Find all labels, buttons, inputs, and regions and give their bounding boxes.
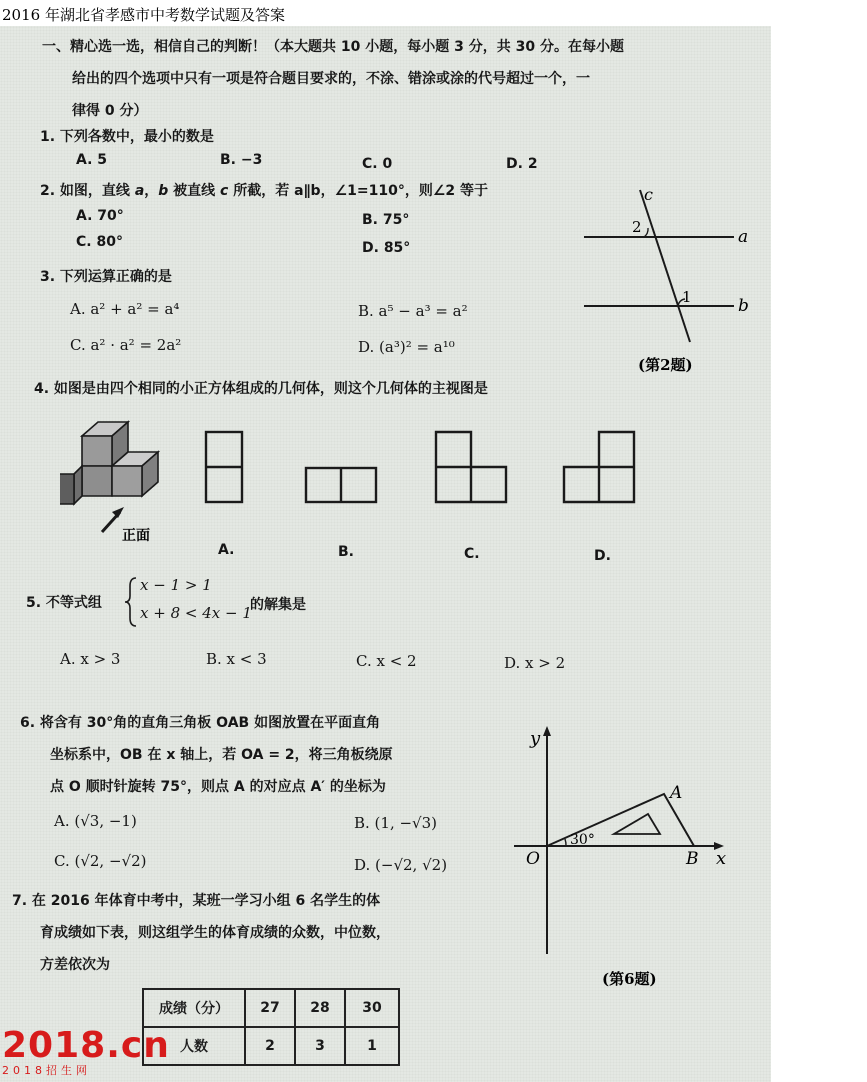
- q1-option-d: D. 2: [506, 156, 538, 172]
- q2-stem: [40, 180, 488, 200]
- label-y: y: [530, 728, 541, 749]
- q2-figure: [578, 182, 758, 376]
- q4-option-a: A.: [218, 542, 235, 558]
- q3-option-b: B. a⁵ − a³ = a²: [358, 302, 468, 320]
- q7-stem-line-3: 方差依次为: [40, 957, 110, 973]
- q1-option-a: A. 5: [76, 152, 108, 168]
- section-instructions-line-1: 一、精心选一选，相信自己的判断！（本大题共 10 小题，每小题 3 分，共 30 分。在每小题: [42, 39, 624, 55]
- document-title: 2016 年湖北省孝感市中考数学试题及答案: [2, 6, 285, 24]
- q6-stem-line-1: 6. 将含有 30°角的直角三角板 OAB 如图放置在平面直角: [20, 715, 381, 731]
- front-arrow-icon: [112, 507, 124, 518]
- section-instructions-line-2: 给出的四个选项中只有一项是符合题目要求的，不涂、错涂或涂的代号超过一个，一: [72, 71, 590, 87]
- q3-stem: 3. 下列运算正确的是: [40, 269, 172, 285]
- label-b: b: [738, 296, 749, 316]
- q4-option-c: C.: [464, 546, 480, 562]
- y-axis-arrow-icon: [543, 726, 551, 736]
- q2-stem-post: 所截，若 a∥b，∠1=110°，则∠2 等于: [228, 183, 488, 199]
- label-angle-2: 2: [632, 218, 642, 236]
- table-cell: 2: [245, 1027, 295, 1065]
- q5-option-a: A. x > 3: [60, 650, 121, 668]
- q6-option-a: A. (√3, −1): [54, 812, 137, 830]
- q6-figure: [510, 720, 740, 990]
- q5-option-b: B. x < 3: [206, 650, 267, 668]
- q4-solid-figure: [60, 414, 180, 544]
- q2-stem-pre: 2. 如图，直线: [40, 183, 135, 199]
- q6-option-d: D. (−√2, √2): [354, 856, 448, 874]
- q2-option-b: B. 75°: [362, 212, 410, 228]
- q4-option-b-view: [300, 462, 384, 508]
- q2-option-d: D. 85°: [362, 240, 411, 256]
- q1-stem: 1. 下列各数中，最小的数是: [40, 129, 214, 145]
- q4-option-a-view: [200, 426, 252, 508]
- q5-inequality-1: x − 1 > 1: [140, 576, 212, 594]
- table-header-score: 成绩（分）: [143, 989, 245, 1027]
- line-c: [640, 190, 690, 342]
- q5-stem-post: 的解集是: [250, 597, 306, 613]
- q6-option-b: B. (1, −√3): [354, 814, 438, 832]
- watermark-sub: 2018招生网: [2, 1064, 91, 1077]
- site-watermark-logo: [2, 1025, 170, 1078]
- table-row: [143, 1027, 399, 1065]
- q6-caption: (第6题): [602, 970, 657, 988]
- q3-option-d: D. (a³)² = a¹⁰: [358, 338, 455, 356]
- label-x: x: [716, 848, 727, 869]
- q3-option-a: A. a² + a² = a⁴: [70, 300, 180, 318]
- q1-option-c: C. 0: [362, 156, 393, 172]
- q4-option-c-view: [430, 426, 514, 508]
- q7-stem-line-1: 7. 在 2016 年体育中考中，某班一学习小组 6 名学生的体: [12, 893, 381, 909]
- q5-option-c: C. x < 2: [356, 652, 417, 670]
- table-cell: 1: [345, 1027, 399, 1065]
- table-header-count: 人数: [143, 1027, 245, 1065]
- q5-option-d: D. x > 2: [504, 654, 566, 672]
- table-cell: 28: [295, 989, 345, 1027]
- q4-option-d: D.: [594, 548, 611, 564]
- table-cell: 27: [245, 989, 295, 1027]
- q2-option-c: C. 80°: [76, 234, 123, 250]
- table-cell: 3: [295, 1027, 345, 1065]
- label-30deg: 30°: [570, 832, 595, 848]
- q4-option-d-view: [558, 426, 642, 508]
- q6-option-c: C. (√2, −√2): [54, 852, 147, 870]
- table-row: [143, 989, 399, 1027]
- label-B: B: [686, 849, 699, 869]
- q2-sep: ，: [144, 183, 159, 199]
- q2-caption: (第2题): [638, 356, 693, 374]
- q6-stem-line-3: 点 O 顺时针旋转 75°，则点 A 的对应点 A′ 的坐标为: [50, 779, 386, 795]
- label-A: A: [670, 783, 683, 803]
- q6-stem-line-2: 坐标系中，OB 在 x 轴上，若 OA = 2，将三角板绕原: [50, 747, 393, 763]
- front-label: 正面: [122, 528, 150, 544]
- label-angle-1: 1: [682, 288, 692, 306]
- q2-var-a: a: [134, 183, 145, 199]
- q5-brace: [124, 576, 138, 628]
- q4-option-b: B.: [338, 544, 354, 560]
- q7-score-table: [142, 988, 400, 1066]
- q1-option-b: B. −3: [220, 152, 263, 168]
- q4-stem: 4. 如图是由四个相同的小正方体组成的几何体，则这个几何体的主视图是: [34, 381, 488, 397]
- q2-option-a: A. 70°: [76, 208, 124, 224]
- label-O: O: [526, 849, 540, 869]
- watermark-main: 2018.cn: [2, 1025, 170, 1066]
- q5-stem-pre: 5. 不等式组: [26, 595, 102, 611]
- label-c: c: [644, 185, 653, 204]
- section-instructions-line-3: 律得 0 分）: [72, 103, 148, 119]
- table-cell: 30: [345, 989, 399, 1027]
- q7-stem-line-2: 育成绩如下表，则这组学生的体育成绩的众数，中位数，: [40, 925, 390, 941]
- q5-inequality-2: x + 8 < 4x − 1: [140, 604, 252, 622]
- q3-option-c: C. a² · a² = 2a²: [70, 336, 182, 354]
- q2-var-b: b: [158, 183, 169, 199]
- q2-var-c: c: [220, 183, 229, 199]
- label-a: a: [738, 227, 749, 247]
- exam-paper: [0, 26, 771, 1082]
- q2-stem-mid: 被直线: [168, 183, 221, 199]
